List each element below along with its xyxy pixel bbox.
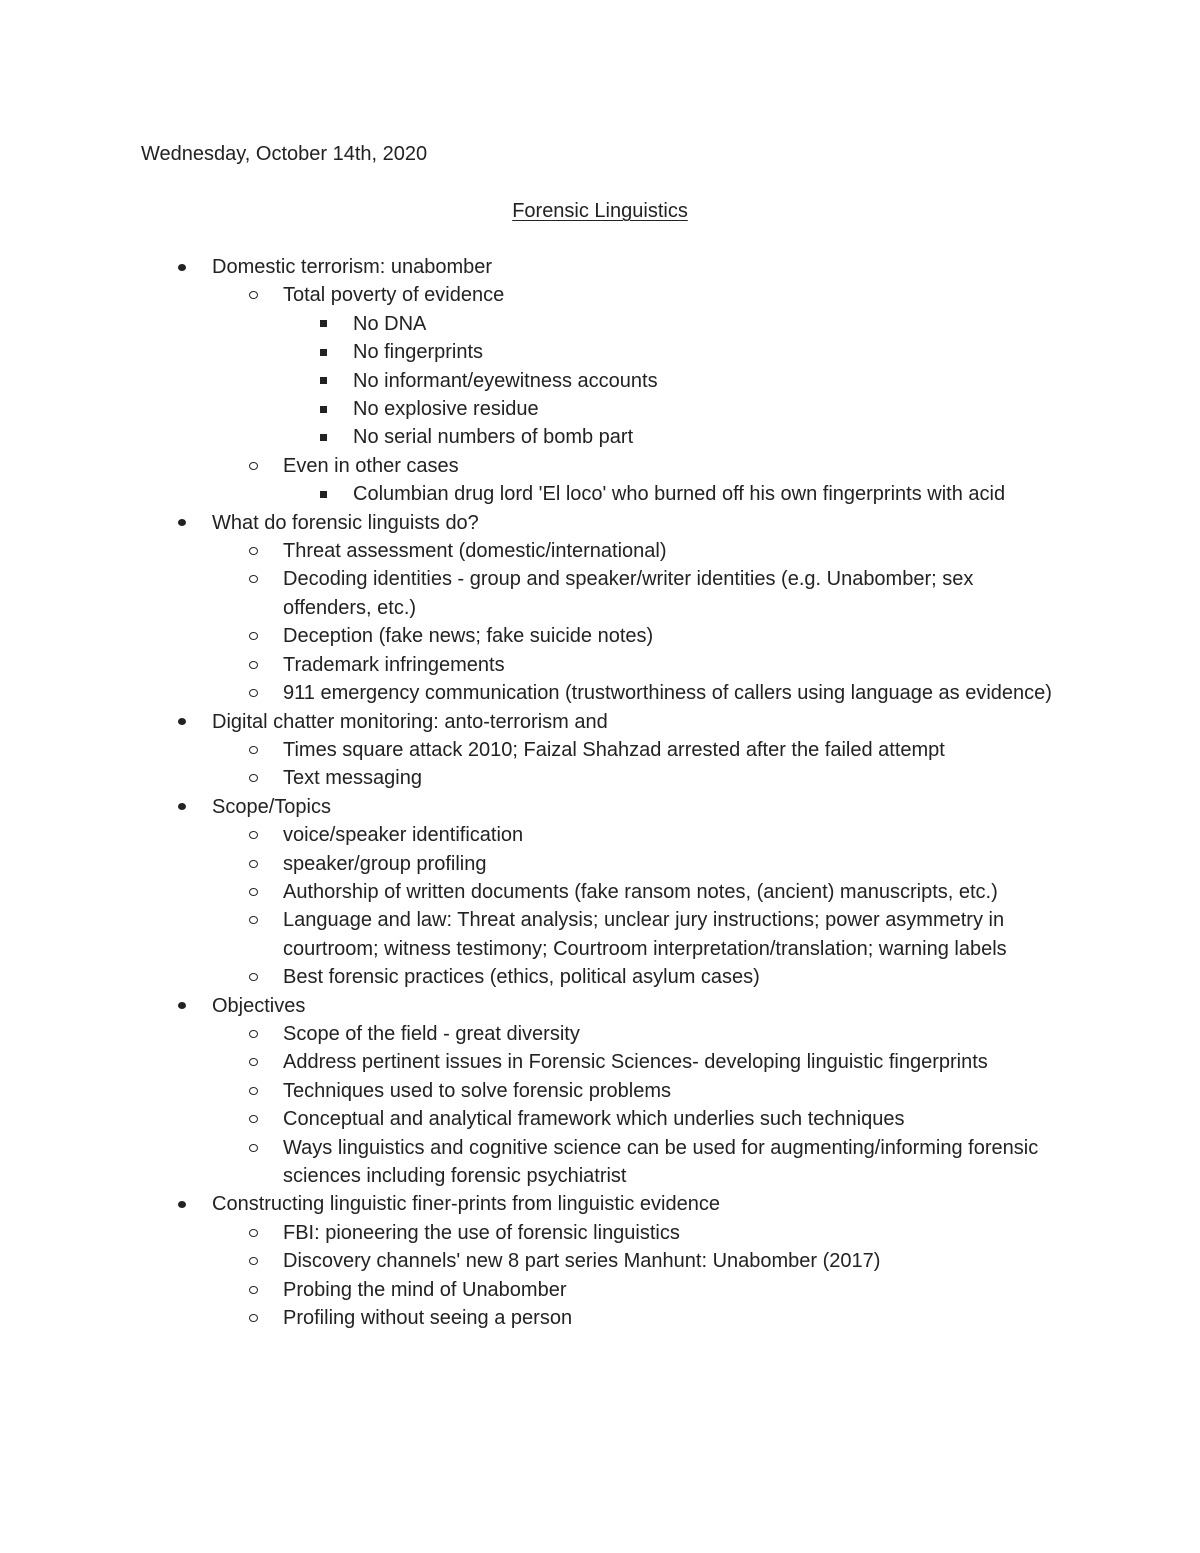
- bullet-dot-icon-shape: [178, 1201, 186, 1208]
- outline-item-text: FBI: pioneering the use of forensic linguistics: [283, 1221, 680, 1244]
- bullet-circle-icon-shape: [249, 1229, 258, 1237]
- bullet-circle-icon: [246, 906, 260, 934]
- outline-item-level-3: [0, 310, 1113, 338]
- bullet-circle-icon: [246, 281, 260, 309]
- bullet-circle-icon-shape: [249, 888, 258, 896]
- outline-item-level-2: [0, 878, 1063, 906]
- bullet-square-icon-shape: [320, 349, 327, 356]
- outline-item-text: Total poverty of evidence: [283, 284, 505, 307]
- outline-item-text: Techniques used to solve forensic problems: [283, 1079, 671, 1102]
- outline-item-level-2: [0, 1276, 1063, 1304]
- outline-item-text: Conceptual and analytical framework which underlies such techniques: [283, 1108, 905, 1131]
- outline-item-level-1: [0, 708, 1072, 736]
- outline-item-text: Times square attack 2010; Faizal Shahzad arrested after the failed attempt: [283, 738, 945, 761]
- outline-item-text: Even in other cases: [283, 454, 459, 477]
- bullet-square-icon-shape: [320, 377, 327, 384]
- document-title-text: Forensic Linguistics: [512, 200, 688, 222]
- bullet-circle-icon: [246, 1077, 260, 1105]
- bullet-square-icon: [316, 367, 330, 395]
- bullet-circle-icon-shape: [249, 774, 258, 782]
- bullet-dot-icon-shape: [178, 1002, 186, 1009]
- bullet-square-icon: [316, 423, 330, 451]
- outline-item-text: Probing the mind of Unabomber: [283, 1278, 567, 1301]
- bullet-circle-icon-shape: [249, 860, 258, 868]
- outline-item-text: Constructing linguistic finer-prints from linguistic evidence: [212, 1193, 720, 1216]
- document-date: Wednesday, October 14th, 2020: [141, 143, 428, 165]
- bullet-circle-icon: [246, 622, 260, 650]
- outline-item-text: Authorship of written documents (fake ransom notes, (ancient) manuscripts, etc.): [283, 880, 998, 903]
- outline-item-text: No informant/eyewitness accounts: [353, 369, 658, 392]
- bullet-square-icon-shape: [320, 434, 327, 441]
- outline-item-level-2: [0, 1020, 1063, 1048]
- bullet-square-icon: [316, 338, 330, 366]
- outline-item-text: No fingerprints: [353, 341, 484, 364]
- bullet-circle-icon-shape: [249, 1257, 258, 1265]
- bullet-dot-icon: [175, 793, 189, 821]
- outline-item-level-2: [0, 679, 1063, 707]
- bullet-square-icon-shape: [320, 406, 327, 413]
- outline-item-level-2: [0, 537, 1063, 565]
- outline-item-text: Ways linguistics and cognitive science can be used for augmenting/informing forensic sciences including forensic psychiatrist: [283, 1136, 1039, 1187]
- bullet-circle-icon-shape: [249, 1314, 258, 1322]
- outline-item-text: No explosive residue: [353, 398, 539, 421]
- outline-item-text: Deception (fake news; fake suicide notes): [283, 625, 654, 648]
- bullet-circle-icon-shape: [249, 689, 258, 697]
- bullet-circle-icon: [246, 821, 260, 849]
- bullet-circle-icon: [246, 736, 260, 764]
- bullet-circle-icon: [246, 850, 260, 878]
- bullet-dot-icon: [175, 708, 189, 736]
- outline-item-level-2: [0, 1048, 1063, 1076]
- bullet-circle-icon: [246, 565, 260, 593]
- outline-item-level-2: [0, 963, 1063, 991]
- outline-item-text: Digital chatter monitoring: anto-terrorism and: [212, 710, 608, 733]
- outline-item-level-2: [0, 452, 1063, 480]
- bullet-circle-icon: [246, 537, 260, 565]
- bullet-circle-icon-shape: [249, 661, 258, 669]
- outline-item-level-2: [0, 850, 1063, 878]
- outline-item-text: Domestic terrorism: unabomber: [212, 256, 493, 278]
- bullet-circle-icon: [246, 764, 260, 792]
- bullet-circle-icon-shape: [249, 1144, 258, 1152]
- outline-item-text: No serial numbers of bomb part: [353, 426, 634, 449]
- outline-item-text: Scope of the field - great diversity: [283, 1022, 580, 1045]
- outline-item-level-2: [0, 1077, 1063, 1105]
- outline-item-level-2: [0, 906, 1063, 963]
- outline-item-level-3: [0, 423, 1113, 451]
- bullet-dot-icon: [175, 253, 189, 281]
- outline-item-text: Profiling without seeing a person: [283, 1307, 573, 1330]
- bullet-dot-icon: [175, 1190, 189, 1218]
- bullet-circle-icon-shape: [249, 831, 258, 839]
- outline-item-text: Discovery channels' new 8 part series Manhunt: Unabomber (2017): [283, 1250, 881, 1273]
- outline-item-text: Best forensic practices (ethics, political asylum cases): [283, 966, 760, 989]
- bullet-circle-icon-shape: [249, 291, 258, 299]
- outline-item-level-2: [0, 764, 1063, 792]
- bullet-dot-icon: [175, 992, 189, 1020]
- outline-item-text: Language and law: Threat analysis; unclear jury instructions; power asymmetry in courtroom; witness testimony; Courtroom interpretation/translation; warning labels: [283, 909, 1007, 960]
- bullet-dot-icon-shape: [178, 718, 186, 725]
- bullet-circle-icon-shape: [249, 746, 258, 754]
- document-title: [0, 198, 1200, 224]
- bullet-circle-icon-shape: [249, 1115, 258, 1123]
- outline-item-text: Decoding identities - group and speaker/writer identities (e.g. Unabomber; sex offenders, etc.): [283, 568, 974, 619]
- outline-item-level-2: [0, 821, 1063, 849]
- outline-item-level-2: [0, 651, 1063, 679]
- outline-item-level-2: [0, 622, 1063, 650]
- bullet-circle-icon: [246, 878, 260, 906]
- outline-item-text: speaker/group profiling: [283, 852, 487, 875]
- bullet-circle-icon-shape: [249, 1058, 258, 1066]
- outline-item-level-2: [0, 1134, 1063, 1191]
- outline-item-level-1: [0, 1190, 1072, 1218]
- outline-item-text: Trademark infringements: [283, 653, 505, 676]
- bullet-circle-icon-shape: [249, 547, 258, 555]
- outline-item-text: Address pertinent issues in Forensic Sciences- developing linguistic fingerprints: [283, 1051, 988, 1074]
- outline-item-text: No DNA: [353, 312, 427, 335]
- bullet-circle-icon: [246, 679, 260, 707]
- bullet-circle-icon: [246, 1219, 260, 1247]
- bullet-circle-icon: [246, 1020, 260, 1048]
- outline-item-level-2: [0, 281, 1063, 309]
- outline-item-level-3: [0, 480, 1113, 508]
- outline-item-text: voice/speaker identification: [283, 824, 524, 847]
- outline-item-text: Text messaging: [283, 767, 422, 790]
- bullet-circle-icon: [246, 1048, 260, 1076]
- notes-outline: [0, 253, 1200, 1332]
- outline-item-level-1: [0, 509, 1072, 537]
- outline-item-level-3: [0, 338, 1113, 366]
- bullet-square-icon: [316, 395, 330, 423]
- bullet-square-icon: [316, 310, 330, 338]
- bullet-circle-icon: [246, 452, 260, 480]
- outline-item-text: Columbian drug lord 'El loco' who burned off his own fingerprints with acid: [353, 483, 1006, 506]
- bullet-square-icon-shape: [320, 320, 327, 327]
- bullet-circle-icon-shape: [249, 1286, 258, 1294]
- bullet-circle-icon: [246, 1247, 260, 1275]
- bullet-dot-icon-shape: [178, 803, 186, 810]
- bullet-circle-icon-shape: [249, 632, 258, 640]
- bullet-circle-icon: [246, 1105, 260, 1133]
- outline-item-level-3: [0, 367, 1113, 395]
- outline-item-level-2: [0, 1105, 1063, 1133]
- bullet-circle-icon: [246, 1134, 260, 1162]
- bullet-circle-icon-shape: [249, 1030, 258, 1038]
- outline-item-level-2: [0, 1304, 1063, 1332]
- bullet-circle-icon-shape: [249, 462, 258, 470]
- bullet-circle-icon-shape: [249, 973, 258, 981]
- outline-item-level-1: [0, 253, 1072, 281]
- bullet-circle-icon-shape: [249, 575, 258, 583]
- outline-item-level-2: [0, 736, 1063, 764]
- outline-item-text: Threat assessment (domestic/international): [283, 540, 667, 563]
- bullet-dot-icon: [175, 509, 189, 537]
- bullet-square-icon: [316, 480, 330, 508]
- bullet-square-icon-shape: [320, 491, 327, 498]
- bullet-circle-icon: [246, 651, 260, 679]
- outline-item-text: Objectives: [212, 994, 306, 1017]
- outline-item-text: What do forensic linguists do?: [212, 511, 479, 534]
- outline-item-text: 911 emergency communication (trustworthiness of callers using language as evidence): [283, 682, 1052, 705]
- outline-item-level-2: [0, 1247, 1063, 1275]
- bullet-circle-icon-shape: [249, 916, 258, 924]
- outline-item-level-1: [0, 793, 1072, 821]
- outline-item-text: Scope/Topics: [212, 795, 331, 818]
- outline-item-level-3: [0, 395, 1113, 423]
- bullet-circle-icon: [246, 1304, 260, 1332]
- outline-item-level-2: [0, 1219, 1063, 1247]
- outline-item-level-1: [0, 992, 1072, 1020]
- bullet-dot-icon-shape: [178, 519, 186, 526]
- bullet-circle-icon-shape: [249, 1087, 258, 1095]
- bullet-dot-icon-shape: [178, 264, 186, 271]
- bullet-circle-icon: [246, 963, 260, 991]
- outline-item-level-2: [0, 565, 1063, 622]
- bullet-circle-icon: [246, 1276, 260, 1304]
